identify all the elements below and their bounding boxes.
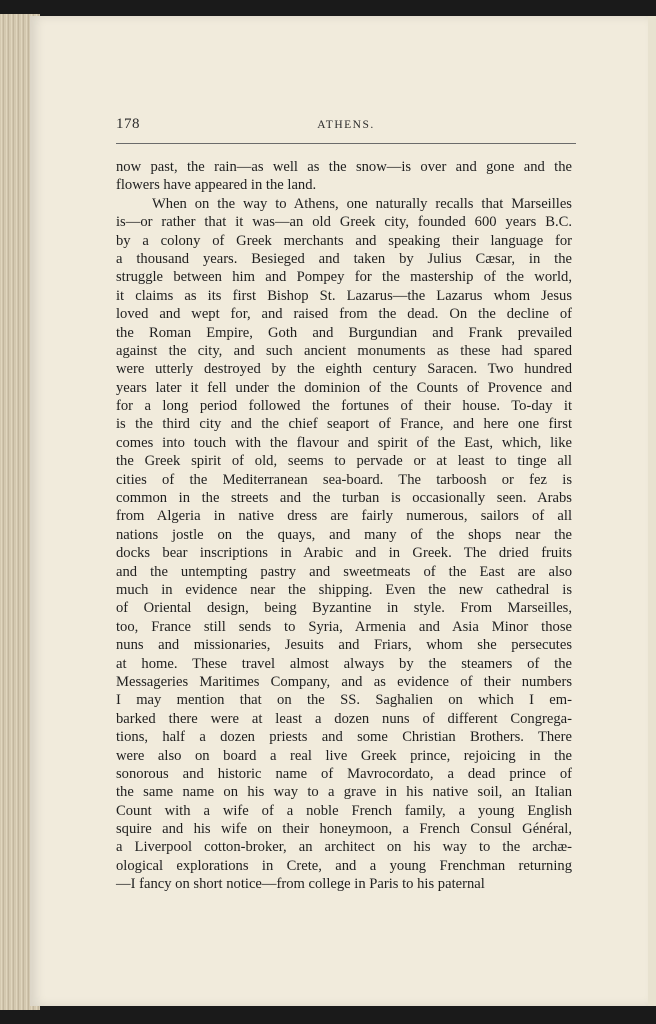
text-line: a Liverpool cotton-broker, an architect on his way to the archæ- xyxy=(116,839,572,856)
text-line: —I fancy on short notice—from college in Paris to his paternal xyxy=(116,876,485,893)
text-line: cities of the Mediterranean sea-board. The tarboosh or fez is xyxy=(116,471,572,488)
text-line: common in the streets and the turban is occasionally seen. Arabs xyxy=(116,490,572,507)
text-line: Count with a wife of a noble French family, a young English xyxy=(116,802,572,819)
text-line: now past, the rain—as well as the snow—is over and gone and the xyxy=(116,159,572,175)
text-line: comes into touch with the flavour and spirit of the East, which, like xyxy=(116,434,572,451)
text-line: were utterly destroyed by the eighth century Saracen. Two hundred xyxy=(116,361,572,378)
text-line: struggle between him and Pompey for the mastership of the world, xyxy=(116,269,572,286)
text-line: Messageries Maritimes Company, and as evidence of their numbers xyxy=(116,673,572,690)
text-line: tions, half a dozen priests and some Christian Brothers. There xyxy=(116,729,572,746)
text-line: against the city, and such ancient monuments as these had spared xyxy=(116,342,572,359)
page-number: 178 xyxy=(116,116,140,132)
text-line: the Roman Empire, Goth and Burgundian and Frank prevailed xyxy=(116,324,572,341)
text-line: were also on board a real live Greek prince, rejoicing in the xyxy=(116,747,572,764)
text-line: nuns and missionaries, Jesuits and Friars, whom she persecutes xyxy=(116,637,572,654)
header-rule xyxy=(116,143,576,144)
body-text xyxy=(116,158,572,894)
facing-page-edge xyxy=(648,16,656,1006)
text-line: When on the way to Athens, one naturally recalls that Marseilles xyxy=(152,195,572,212)
text-line: years later it fell under the dominion of the Counts of Provence and xyxy=(116,379,572,396)
text-line: at home. These travel almost always by the steamers of the xyxy=(116,655,572,672)
text-line: the same name on his way to a grave in his native soil, an Italian xyxy=(116,784,572,801)
text-line: barked there were at least a dozen nuns of different Congrega- xyxy=(116,710,572,727)
text-line: nations jostle on the quays, and many of the shops near the xyxy=(116,526,572,543)
text-line: for a long period followed the fortunes of their house. To-day it xyxy=(116,398,572,415)
running-head: ATHENS. xyxy=(317,119,375,131)
text-line: squire and his wife on their honeymoon, a French Consul Général, xyxy=(116,821,572,838)
text-line: a thousand years. Besieged and taken by Julius Cæsar, in the xyxy=(116,250,572,267)
text-line: I may mention that on the SS. Saghalien on which I em- xyxy=(116,692,572,709)
text-line: sonorous and historic name of Mavrocordato, a dead prince of xyxy=(116,765,572,782)
text-line: docks bear inscriptions in Arabic and in Greek. The dried fruits xyxy=(116,545,572,562)
text-line: much in evidence near the shipping. Even the new cathedral is xyxy=(116,581,572,598)
text-line: ological explorations in Crete, and a young Frenchman returning xyxy=(116,857,572,874)
text-line: it claims as its first Bishop St. Lazarus—the Lazarus whom Jesus xyxy=(116,287,572,304)
text-line: loved and wept for, and raised from the dead. On the decline of xyxy=(116,306,572,323)
text-line: of Oriental design, being Byzantine in style. From Marseilles, xyxy=(116,600,572,617)
text-line: is—or rather that it was—an old Greek city, founded 600 years B.C. xyxy=(116,214,572,231)
text-line: and the untempting pastry and sweetmeats of the East are also xyxy=(116,563,572,580)
text-line: flowers have appeared in the land. xyxy=(116,177,317,194)
page-header xyxy=(116,116,576,138)
text-line: too, France still sends to Syria, Armenia and Asia Minor those xyxy=(116,618,572,635)
text-line: is the third city and the chief seaport of France, and here one first xyxy=(116,416,572,433)
text-line: the Greek spirit of old, seems to pervade or at least to tinge all xyxy=(116,453,572,470)
text-line: by a colony of Greek merchants and speaking their language for xyxy=(116,232,572,249)
text-line: from Algeria in native dress are fairly numerous, sailors of all xyxy=(116,508,572,525)
